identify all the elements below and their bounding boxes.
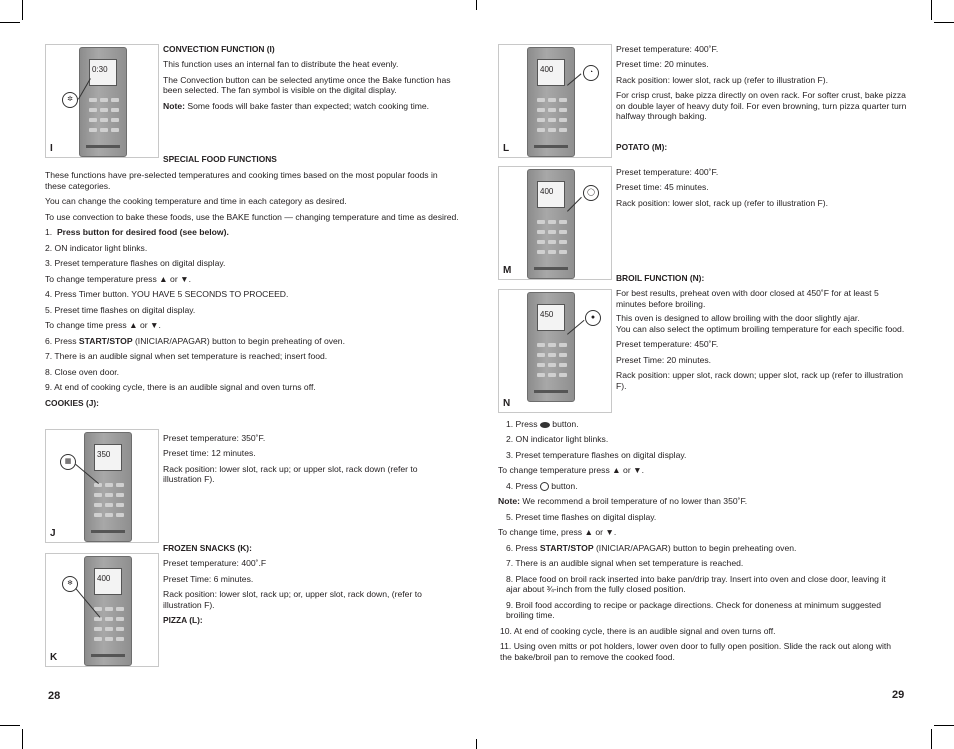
list-item: 3. Preset temperature flashes on digital display. [506,449,687,460]
paragraph: These functions have pre-selected temperatures and cooking times based on the most popular foods in these categories. [45,170,438,191]
page-number-left: 28 [48,690,61,702]
section-heading: BROIL FUNCTION (N): [616,273,705,283]
figure-m [498,166,612,280]
paragraph: For best results, preheat oven with door closed at 450˚F for at least 5 minutes before broiling. [616,288,879,309]
center-mark [476,0,477,10]
list-item: 9. Broil food according to recipe or package directions. Check for doneness at minimum suggested broiling time. [506,599,881,621]
section-heading: CONVECTION FUNCTION (I) [163,44,275,54]
figure-j [45,429,159,543]
fan-icon: ✲ [62,92,78,108]
figure-label: N [503,397,511,409]
digital-display: 350 [94,444,122,471]
paragraph: To change temperature press ▲ or ▼. [498,465,644,476]
rack-position: Rack position: lower slot, rack up (refer to illustration F). [616,197,829,208]
rack-position: Rack position: upper slot, rack down; upper slot, rack up (refer to illustration F). [616,370,904,391]
paragraph: The Convection button can be selected anytime once the Bake function has been selected. The fan symbol is visible on the digital display. [163,74,451,96]
preset-temperature: Preset temperature: 350˚F. [163,433,266,443]
figure-i [45,44,159,158]
page-number-right: 29 [892,689,905,701]
list-item: 2. ON indicator light blinks. [45,242,148,253]
paragraph: This oven is designed to allow broiling with the door slightly ajar. [616,313,860,324]
preset-time: Preset time: 20 minutes. [616,59,709,70]
list-item: 8. Close oven door. [45,366,120,377]
snowflake-icon: ❄ [62,576,78,592]
broil-button-icon [540,422,550,428]
list-item: 7. There is an audible signal when set temperature is reached. [506,558,744,569]
crop-mark [0,725,20,726]
note: Note: We recommend a broil temperature of no lower than 350˚F. [498,496,748,507]
preset-time: Preset Time: 6 minutes. [163,573,254,584]
list-item: 5. Preset time flashes on digital display. [45,304,196,315]
oven-control-panel [527,47,575,157]
oven-control-panel [79,47,127,157]
list-item: 9. At end of cooking cycle, there is an audible signal and oven turns off. [45,382,316,393]
list-item: 4. Press button. [506,480,578,491]
digital-display: 400 [94,568,122,595]
list-item: 7. There is an audible signal when set temperature is reached; insert food. [45,351,328,362]
list-item: 1. Press button. [506,419,579,429]
rack-position: Rack position: lower slot, rack up; or upper slot, rack down (refer to illustration F). [163,463,418,485]
list-item: 3. Preset temperature flashes on digital display. [45,258,226,269]
paragraph: To change time press ▲ or ▼. [45,320,161,331]
broil-steps [498,419,898,662]
preset-temperature: Preset temperature: 400˚.F [163,558,267,569]
section-heading: POTATO (M): [616,141,668,152]
potato-details [616,167,911,208]
section-heading: FROZEN SNACKS (K): [163,543,252,553]
crop-mark [931,0,932,20]
paragraph: You can change the cooking temperature and time in each category as desired. [45,196,347,207]
crop-mark [931,729,932,749]
list-item: 8. Place food on broil rack inserted into bake pan/drip tray. Insert into oven and close door, leaving it ajar about ¾-inch from the fully closed position. [506,573,886,595]
center-mark [476,739,477,749]
figure-k [45,553,159,667]
list-item: 6. Press START/STOP (INICIAR/APAGAR) button to begin preheating of oven. [45,335,345,346]
digital-display: 0:30 [89,59,117,86]
figure-label: K [50,651,58,663]
digital-display: 400 [537,59,565,86]
list-item: 4. Press Timer button. YOU HAVE 5 SECONDS TO PROCEED. [45,289,289,300]
preset-time: Preset time: 45 minutes. [616,182,709,193]
paragraph: To change time, press ▲ or ▼. [498,527,617,538]
oven-control-panel [84,556,132,666]
pizza-icon: ◔ [583,65,599,81]
list-item: 1. Press button for desired food (see below). [45,227,229,238]
crop-mark [22,0,23,20]
rack-position: Rack position: lower slot, rack up (refer to illustration F). [616,74,829,85]
crop-mark [934,725,954,726]
list-item: 6. Press START/STOP (INICIAR/APAGAR) button to begin preheating oven. [506,542,797,553]
figure-n [498,289,612,413]
preset-time: Preset Time: 20 minutes. [616,354,712,365]
figure-l [498,44,612,158]
oven-control-panel [527,292,575,402]
cookies-details [163,433,458,485]
potato-icon: ◯ [583,185,599,201]
broil-section [616,273,911,391]
figure-label: M [503,264,512,276]
crop-mark [0,22,20,23]
list-item: 2. ON indicator light blinks. [506,434,609,445]
list-item: 5. Preset time flashes on digital display. [506,511,657,522]
paragraph: To use convection to bake these foods, use the BAKE function — changing temperature and time as desired. [45,211,459,222]
convection-section [163,44,458,111]
list-item: 11. Using oven mitts or pot holders, lower oven door to fully open position. Slide the rack out along with the bake/broil pan to remove the cooked food. [500,641,892,662]
section-heading: PIZZA (L): [163,615,203,626]
figure-label: L [503,142,510,154]
crop-mark [934,22,954,23]
preset-temperature: Preset temperature: 400˚F. [616,167,719,177]
preset-temperature: Preset temperature: 450˚F. [616,339,719,350]
oven-control-panel [527,169,575,279]
pizza-details [616,44,911,152]
special-food-section [45,154,460,408]
section-heading: SPECIAL FOOD FUNCTIONS [163,154,277,164]
figure-label: J [50,527,56,539]
paragraph: This function uses an internal fan to distribute the heat evenly. [163,59,399,70]
preset-temperature: Preset temperature: 400˚F. [616,44,719,54]
list-item: 10. At end of cooking cycle, there is an audible signal and oven turns off. [500,625,776,636]
rack-position: Rack position: lower slot, rack up; or, upper slot, rack down, (refer to illustration F). [163,589,422,610]
cookie-icon: ▦ [60,454,76,470]
oven-control-panel [84,432,132,542]
note: Note: Some foods will bake faster than expected; watch cooking time. [163,100,430,111]
timer-icon [540,482,549,491]
section-heading: COOKIES (J): [45,397,99,408]
paragraph: To change temperature press ▲ or ▼. [45,273,191,284]
pizza-tip: For crisp crust, bake pizza directly on oven rack. For softer crust, bake pizza on double layer of heavy duty foil. For even browning, turn pizza quarter turn halfway through baking. [616,90,907,122]
crop-mark [22,729,23,749]
digital-display: 400 [537,181,565,208]
digital-display: 450 [537,304,565,331]
frozen-snacks-section [163,543,458,625]
paragraph: You can also select the optimum broiling temperature for each specific food. [616,323,905,334]
figure-label: I [50,142,53,154]
broil-icon: ● [585,310,601,326]
preset-time: Preset time: 12 minutes. [163,448,256,459]
